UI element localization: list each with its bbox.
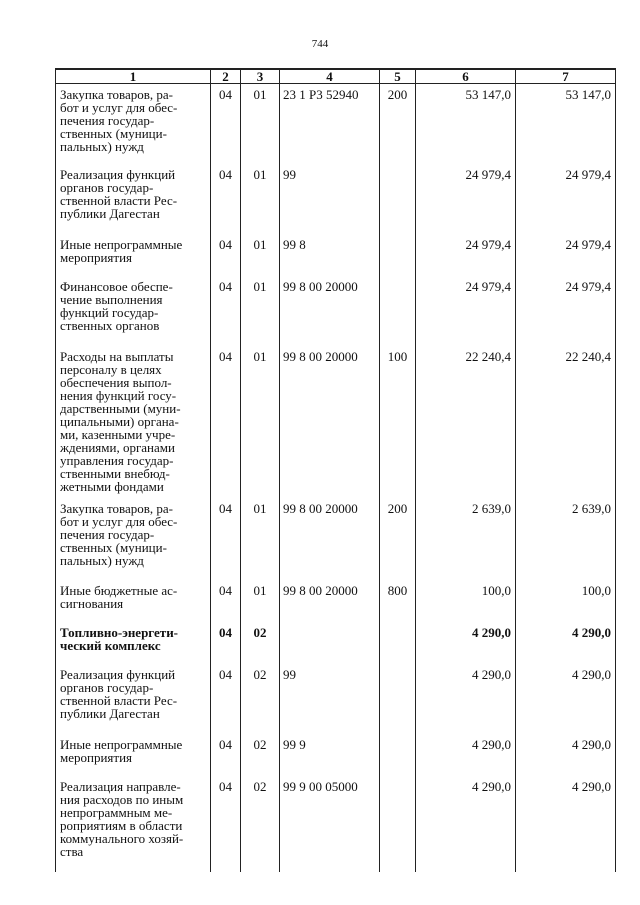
row-subsection: 02 <box>241 776 280 872</box>
row-section: 04 <box>211 234 241 276</box>
row-target-article: 23 1 P3 52940 <box>280 84 380 165</box>
row-section: 04 <box>211 84 241 165</box>
row-section: 04 <box>211 622 241 664</box>
row-subsection: 02 <box>241 664 280 734</box>
header-col-4: 4 <box>280 69 380 84</box>
row-amount-1: 4 290,0 <box>416 734 516 776</box>
row-name: Реализация функций органов государ- ственной власти Рес- публики Дагестан <box>56 664 211 734</box>
table-header-row <box>56 69 616 84</box>
table-row <box>56 734 616 776</box>
row-amount-1: 24 979,4 <box>416 164 516 234</box>
row-target-article: 99 9 00 05000 <box>280 776 380 872</box>
row-subsection: 01 <box>241 234 280 276</box>
row-subsection: 01 <box>241 84 280 165</box>
row-target-article: 99 8 00 20000 <box>280 580 380 622</box>
row-amount-2: 53 147,0 <box>516 84 616 165</box>
row-target-article: 99 <box>280 164 380 234</box>
row-section: 04 <box>211 776 241 872</box>
row-section: 04 <box>211 346 241 498</box>
row-expense-type <box>380 234 416 276</box>
table-row <box>56 776 616 872</box>
row-expense-type <box>380 276 416 346</box>
row-target-article: 99 8 00 20000 <box>280 498 380 580</box>
row-amount-1: 24 979,4 <box>416 276 516 346</box>
row-amount-1: 22 240,4 <box>416 346 516 498</box>
row-amount-1: 4 290,0 <box>416 776 516 872</box>
table-body <box>56 84 616 873</box>
row-name: Реализация функций органов государ- ственной власти Рес- публики Дагестан <box>56 164 211 234</box>
row-section: 04 <box>211 734 241 776</box>
table-row <box>56 664 616 734</box>
header-col-2: 2 <box>211 69 241 84</box>
row-target-article: 99 8 <box>280 234 380 276</box>
row-target-article: 99 <box>280 664 380 734</box>
row-name: Закупка товаров, ра- бот и услуг для обес- печения государ- ственных (муници- пальных) нужд <box>56 498 211 580</box>
row-amount-2: 24 979,4 <box>516 234 616 276</box>
table-row <box>56 276 616 346</box>
row-amount-2: 4 290,0 <box>516 622 616 664</box>
row-target-article: 99 9 <box>280 734 380 776</box>
row-amount-1: 100,0 <box>416 580 516 622</box>
row-name: Иные бюджетные ас- сигнования <box>56 580 211 622</box>
table-row <box>56 580 616 622</box>
row-section: 04 <box>211 664 241 734</box>
table-row <box>56 234 616 276</box>
header-col-3: 3 <box>241 69 280 84</box>
header-col-1: 1 <box>56 69 211 84</box>
row-amount-2: 4 290,0 <box>516 776 616 872</box>
row-subsection: 01 <box>241 580 280 622</box>
row-section: 04 <box>211 498 241 580</box>
row-expense-type <box>380 734 416 776</box>
row-subsection: 01 <box>241 346 280 498</box>
row-name: Топливно-энергети- ческий комплекс <box>56 622 211 664</box>
row-subsection: 01 <box>241 498 280 580</box>
row-subsection: 02 <box>241 622 280 664</box>
row-target-article: 99 8 00 20000 <box>280 346 380 498</box>
row-name: Иные непрограммные мероприятия <box>56 234 211 276</box>
row-subsection: 01 <box>241 164 280 234</box>
row-expense-type: 200 <box>380 498 416 580</box>
row-expense-type <box>380 164 416 234</box>
row-amount-1: 2 639,0 <box>416 498 516 580</box>
row-subsection: 02 <box>241 734 280 776</box>
row-amount-1: 4 290,0 <box>416 664 516 734</box>
row-target-article <box>280 622 380 664</box>
row-expense-type <box>380 664 416 734</box>
row-section: 04 <box>211 276 241 346</box>
row-amount-2: 24 979,4 <box>516 276 616 346</box>
table-row <box>56 622 616 664</box>
row-amount-2: 100,0 <box>516 580 616 622</box>
row-target-article: 99 8 00 20000 <box>280 276 380 346</box>
row-section: 04 <box>211 164 241 234</box>
row-name: Иные непрограммные мероприятия <box>56 734 211 776</box>
page-number: 744 <box>311 38 329 50</box>
table-row <box>56 498 616 580</box>
row-expense-type: 100 <box>380 346 416 498</box>
row-expense-type: 800 <box>380 580 416 622</box>
row-amount-1: 53 147,0 <box>416 84 516 165</box>
row-amount-2: 4 290,0 <box>516 734 616 776</box>
row-section: 04 <box>211 580 241 622</box>
row-subsection: 01 <box>241 276 280 346</box>
row-amount-2: 2 639,0 <box>516 498 616 580</box>
row-name: Закупка товаров, ра- бот и услуг для обес- печения государ- ственных (муници- пальных) нужд <box>56 84 211 165</box>
row-name: Расходы на выплаты персоналу в целях обеспечения выпол- нения функций госу- дарственными (муни- ципальными) органа- ми, казенными учре- ждениями, органами управления государ- ственными внебюд- жетными фондами <box>56 346 211 498</box>
budget-table <box>55 68 616 872</box>
row-expense-type: 200 <box>380 84 416 165</box>
table-row <box>56 84 616 165</box>
row-expense-type <box>380 776 416 872</box>
row-name: Финансовое обеспе- чение выполнения функций государ- ственных органов <box>56 276 211 346</box>
header-col-6: 6 <box>416 69 516 84</box>
table-row <box>56 346 616 498</box>
table-row <box>56 164 616 234</box>
row-name: Реализация направле- ния расходов по иным непрограммным ме- роприятиям в области коммунального хозяй- ства <box>56 776 211 872</box>
header-col-7: 7 <box>516 69 616 84</box>
row-amount-2: 22 240,4 <box>516 346 616 498</box>
row-amount-1: 24 979,4 <box>416 234 516 276</box>
row-expense-type <box>380 622 416 664</box>
row-amount-1: 4 290,0 <box>416 622 516 664</box>
row-amount-2: 24 979,4 <box>516 164 616 234</box>
header-col-5: 5 <box>380 69 416 84</box>
row-amount-2: 4 290,0 <box>516 664 616 734</box>
